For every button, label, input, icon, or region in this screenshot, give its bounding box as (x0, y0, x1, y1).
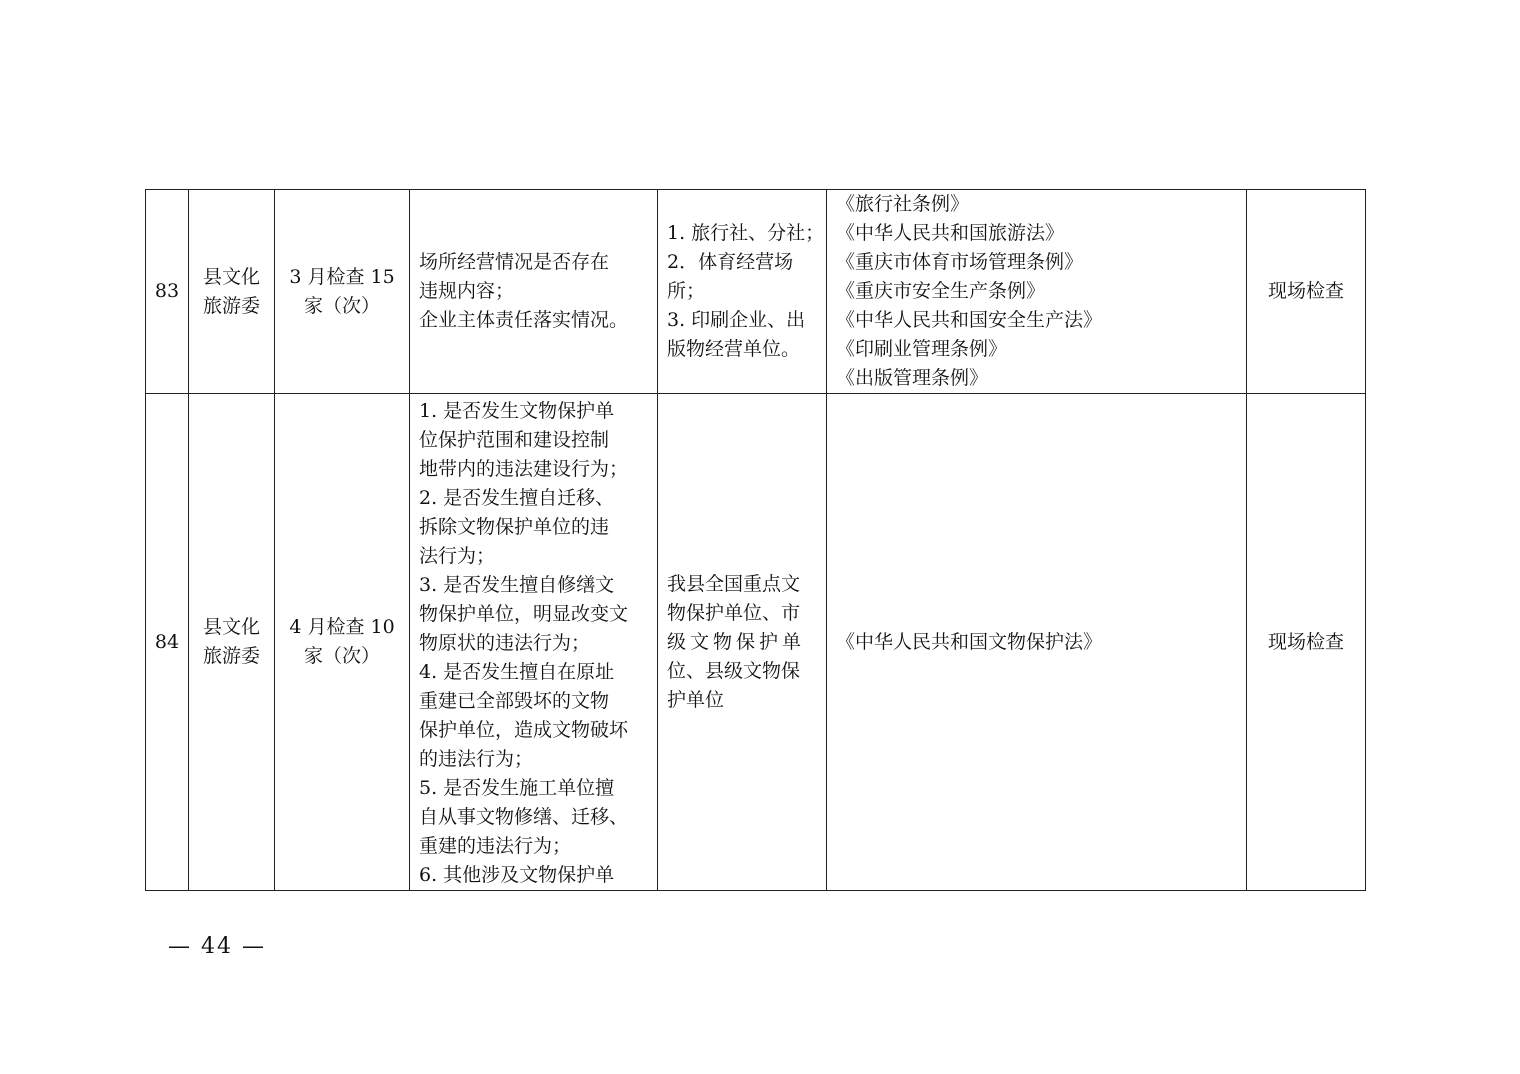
method-cell: 现场检查 (1247, 190, 1366, 394)
objects-cell: 1. 旅行社、分社； 2．体育经营场 所； 3. 印刷企业、出 版物经营单位。 (658, 190, 827, 394)
objects-cell: 我县全国重点文 物保护单位、市 级文物保护单 位、县级文物保 护单位 (658, 394, 827, 891)
basis-cell: 《旅行社条例》 《中华人民共和国旅游法》 《重庆市体育市场管理条例》 《重庆市安全生产条例》 《中华人民共和国安全生产法》 《印刷业管理条例》 《出版管理条例》 (827, 190, 1247, 394)
content-cell: 1. 是否发生文物保护单 位保护范围和建设控制 地带内的违法建设行为； 2. 是否发生擅自迁移、 拆除文物保护单位的违 法行为； 3. 是否发生擅自修缮文 物保护单位，明显改变文 物原状的违法行为； 4. 是否发生擅自在原址 重建已全部毁坏的文物 保护单位，造成文物破坏 的违法行为； 5. 是否发生施工单位擅 自从事文物修缮、迁移、 重建的违法行为； 6. 其他涉及文物保护单 (410, 394, 658, 891)
method-cell: 现场检查 (1247, 394, 1366, 891)
table-row (146, 190, 1366, 394)
content-cell: 场所经营情况是否存在 违规内容； 企业主体责任落实情况。 (410, 190, 658, 394)
inspection-table (145, 189, 1366, 891)
page-number: — 44 — (168, 934, 266, 959)
row-number: 84 (146, 394, 189, 891)
department-cell: 县文化 旅游委 (189, 190, 275, 394)
basis-cell: 《中华人民共和国文物保护法》 (827, 394, 1247, 891)
department-cell: 县文化 旅游委 (189, 394, 275, 891)
table-row (146, 394, 1366, 891)
frequency-cell: 4 月检查 10 家（次） (275, 394, 410, 891)
frequency-cell: 3 月检查 15 家（次） (275, 190, 410, 394)
row-number: 83 (146, 190, 189, 394)
